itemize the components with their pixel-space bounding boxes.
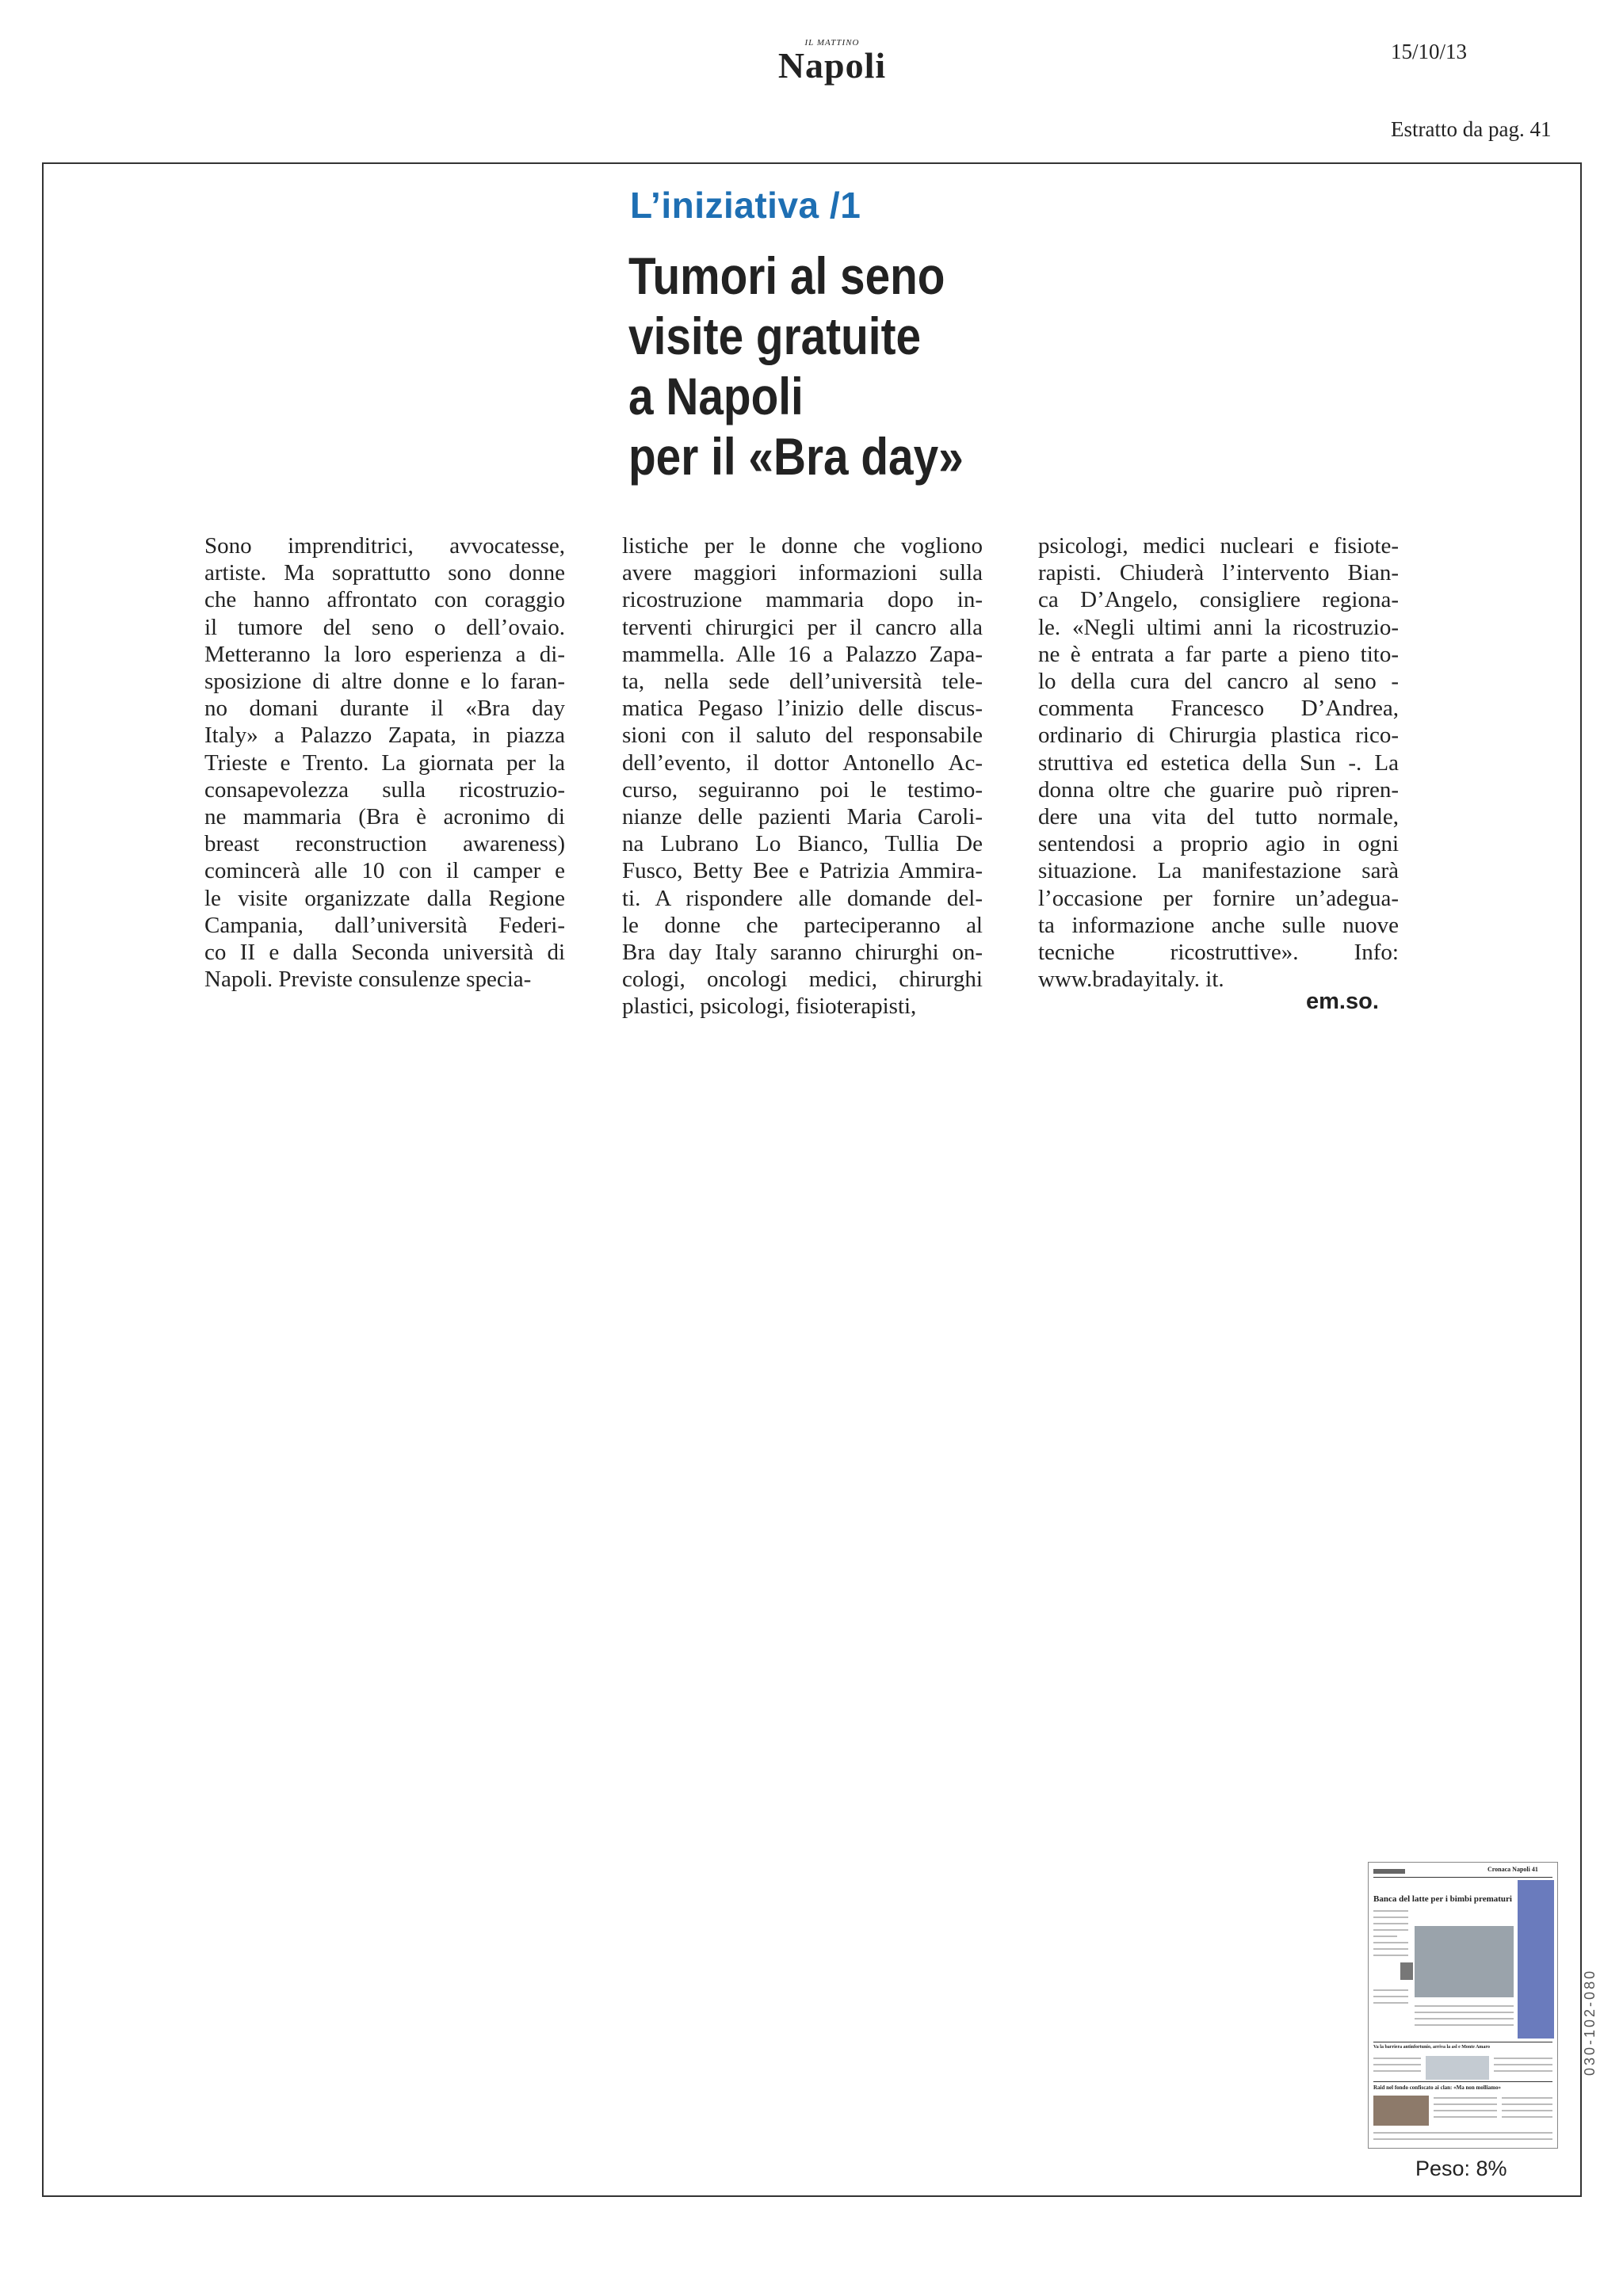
article-text-line: avere maggiori informazioni sulla: [622, 560, 983, 586]
article-text-line: ca D’Angelo, consigliere regiona-: [1038, 587, 1399, 613]
weight-label: Peso: 8%: [1415, 2157, 1507, 2180]
article-text-line: ricostruzione mammaria dopo in-: [622, 587, 983, 613]
article-text-line: rapisti. Chiuderà l’intervento Bian-: [1038, 560, 1399, 586]
article-text-line: consapevolezza sulla ricostruzio-: [204, 776, 565, 803]
article-text-line: artiste. Ma soprattutto sono donne: [204, 560, 565, 586]
article-text-line: nianze delle pazienti Maria Caroli-: [622, 804, 983, 830]
article-text-line: Fusco, Betty Bee e Patrizia Ammira-: [622, 858, 983, 884]
article-text-line: che hanno affrontato con coraggio: [204, 587, 565, 613]
masthead: [737, 38, 927, 84]
thumbnail-subhead-1: Va la barriera antinfortunio, arriva la asl e Monte Amaro: [1373, 2045, 1490, 2050]
article-text-line: donna oltre che guarire può ripren-: [1038, 776, 1399, 803]
article-text-line: le visite organizzate dalla Regione: [204, 885, 565, 911]
article-text-line: l’occasione per fornire un’adegua-: [1038, 885, 1399, 911]
article-text-line: Napoli. Previste consulenze specia-: [204, 967, 532, 993]
article-text-line: terventi chirurgici per il cancro alla: [622, 614, 983, 640]
article-text-line: ne mammaria (Bra è acronimo di: [204, 804, 565, 830]
article-text-line: co II e dalla Seconda università di: [204, 940, 565, 966]
article-text-line: Metteranno la loro esperienza a di-: [204, 641, 565, 667]
article-text-line: lo della cura del cancro al seno -: [1038, 669, 1399, 695]
article-text-line: ta, nella sede dell’università tele-: [622, 669, 983, 695]
thumbnail-header: Cronaca Napoli 41: [1487, 1866, 1538, 1873]
headline-line: Tumori al seno: [628, 246, 945, 305]
article-column-1: [204, 532, 565, 993]
article-text-line: ta informazione anche sulle nuove: [1038, 912, 1399, 938]
article-text-line: na Lubrano Lo Bianco, Tullia De: [622, 831, 983, 857]
article-text-line: curso, seguiranno poi le testimo-: [622, 776, 983, 803]
masthead-city: Napoli: [777, 45, 887, 86]
article-headline: [628, 246, 1106, 486]
article-text-line: listiche per le donne che vogliono: [622, 533, 983, 559]
article-text-line: Campania, dall’università Federi-: [204, 912, 565, 938]
article-text-line: cologi, oncologi medici, chirurghi: [622, 967, 983, 993]
date: 15/10/13: [1391, 40, 1468, 63]
headline-line: visite gratuite: [628, 307, 922, 365]
article-text-line: situazione. La manifestazione sarà: [1038, 858, 1399, 884]
article-text-line: le donne che parteciperanno al: [622, 912, 983, 938]
masthead-small: IL MATTINO: [804, 38, 860, 48]
article-text-line: sentendosi a proprio agio in ogni: [1038, 831, 1399, 857]
article-text-line: sposizione di altre donne e lo faran-: [204, 669, 565, 695]
article-text-line: Bra day Italy saranno chirurghi on-: [622, 940, 983, 966]
article-text-line: ti. A rispondere alle domande del-: [622, 885, 983, 911]
article-signature: em.so.: [1306, 989, 1379, 1014]
thumbnail-title: Banca del latte per i bimbi prematuri: [1373, 1894, 1512, 1904]
article-text-line: le. «Negli ultimi anni la ricostruzio-: [1038, 614, 1399, 640]
article-text-line: tecniche ricostruttive». Info:: [1038, 940, 1399, 966]
article-text-line: Trieste e Trento. La giornata per la: [204, 749, 565, 776]
article-column-2: [622, 532, 983, 1020]
article-text-line: Italy» a Palazzo Zapata, in piazza: [204, 723, 565, 749]
article-text-line: comincerà alle 10 con il camper e: [204, 858, 565, 884]
article-text-line: commenta Francesco D’Andrea,: [1038, 696, 1399, 722]
article-kicker: L’iniziativa /1: [630, 185, 861, 226]
article-text-line: struttiva ed estetica della Sun -. La: [1038, 749, 1399, 776]
article-text-line: il tumore del seno o dell’ovaio.: [204, 614, 565, 640]
article-text-line: dell’evento, il dottor Antonello Ac-: [622, 749, 983, 776]
article-text-line: www.bradayitaly. it.: [1038, 967, 1224, 993]
article-text-line: breast reconstruction awareness): [204, 831, 565, 857]
thumbnail-subhead-2: Raid nel fondo confiscato ai clan: «Ma non molliamo»: [1373, 2084, 1502, 2091]
document-code: 030-102-080: [1582, 1968, 1598, 2076]
article-text-line: Sono imprenditrici, avvocatesse,: [204, 533, 565, 559]
article-text-line: mammella. Alle 16 a Palazzo Zapa-: [622, 641, 983, 667]
article-text-line: sioni con il saluto del responsabile: [622, 723, 983, 749]
page-extract: Estratto da pag. 41: [1391, 117, 1552, 141]
article-text-line: matica Pegaso l’inizio delle discus-: [622, 696, 983, 722]
article-text-line: plastici, psicologi, fisioterapisti,: [622, 994, 917, 1020]
article-text-line: psicologi, medici nucleari e fisiote-: [1038, 533, 1399, 559]
headline-line: a Napoli: [628, 367, 804, 425]
headline-line: per il «Bra day»: [628, 427, 964, 486]
article-text-line: dere una vita del tutto normale,: [1038, 804, 1399, 830]
page-thumbnail: [1368, 1862, 1558, 2149]
article-text-line: no domani durante il «Bra day: [204, 696, 565, 722]
article-text-line: ne è entrata a far parte a pieno tito-: [1038, 641, 1399, 667]
article-text-line: ordinario di Chirurgia plastica rico-: [1038, 723, 1399, 749]
article-column-3: [1038, 532, 1399, 993]
